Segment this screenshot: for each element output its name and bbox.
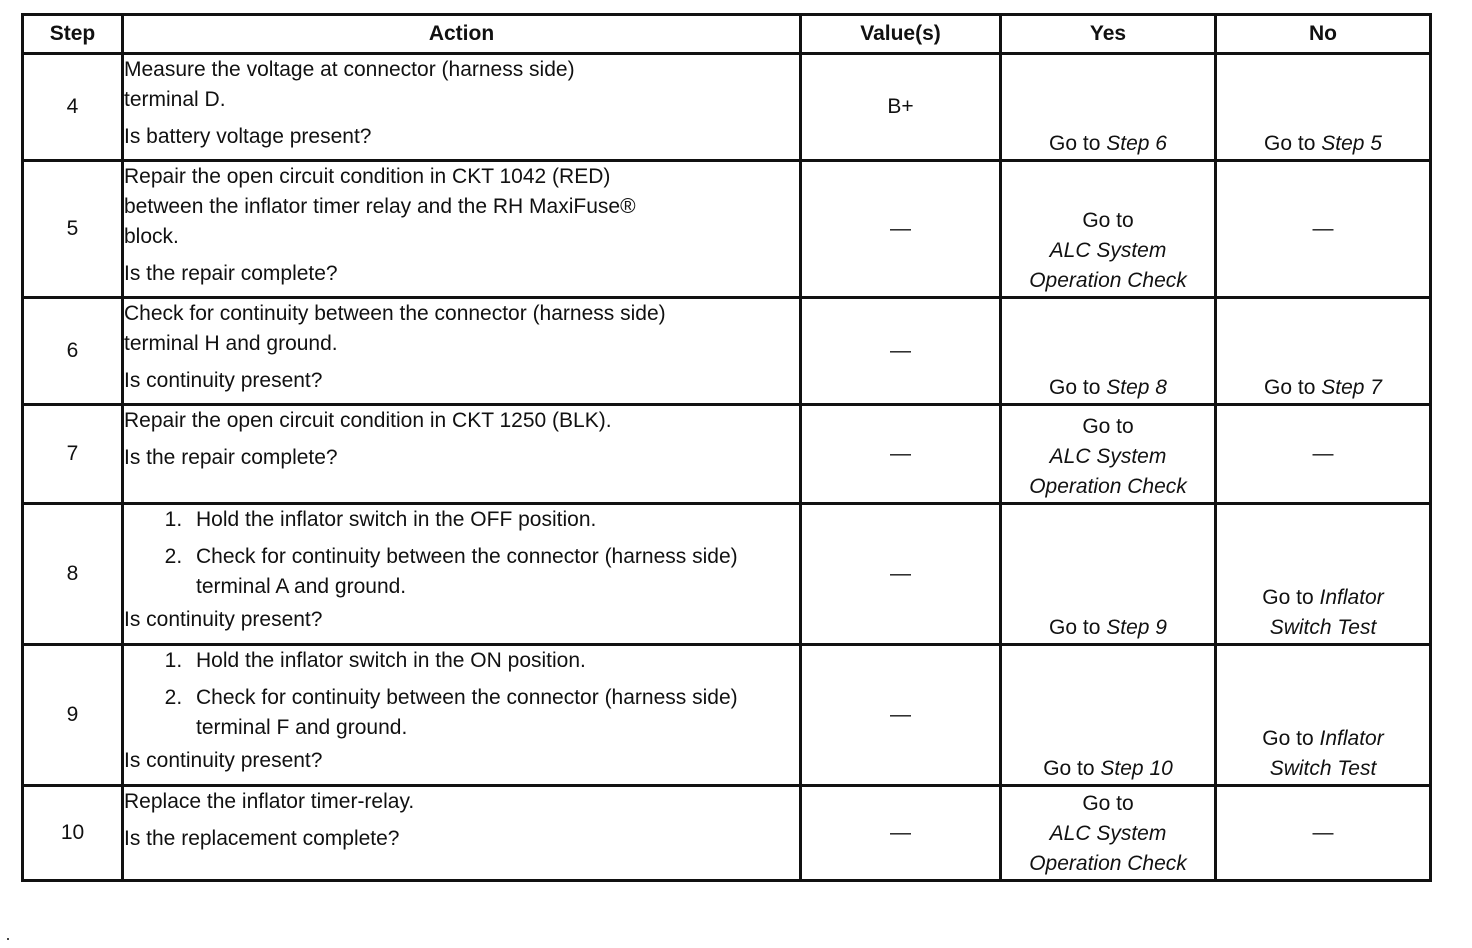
header-values: Value(s)	[801, 15, 1001, 54]
list-item: 1. Hold the inflator switch in the ON position.	[188, 646, 799, 676]
value-cell: —	[801, 161, 1001, 298]
action-question: Is continuity present?	[124, 369, 323, 392]
table-row	[23, 645, 1431, 786]
no-cell: —	[1216, 405, 1431, 504]
step-reference: Step 6	[1106, 132, 1167, 155]
header-action: Action	[123, 15, 801, 54]
value-cell: —	[801, 504, 1001, 645]
procedure-reference: ALC System	[1049, 445, 1167, 468]
action-cell	[123, 54, 801, 161]
step-number: 10	[23, 786, 123, 881]
table-row	[23, 405, 1431, 504]
action-cell	[123, 161, 801, 298]
list-item: 2. Check for continuity between the connector (harness side) terminal A and ground.	[188, 542, 799, 602]
action-cell	[123, 786, 801, 881]
table-row	[23, 786, 1431, 881]
step-reference: Step 10	[1100, 757, 1173, 780]
header-yes: Yes	[1001, 15, 1216, 54]
no-cell: Go to Inflator Switch Test	[1216, 645, 1431, 786]
diagnostic-table	[21, 13, 1432, 882]
list-item: 2. Check for continuity between the connector (harness side) terminal F and ground.	[188, 683, 799, 743]
table-row	[23, 161, 1431, 298]
header-no: No	[1216, 15, 1431, 54]
no-cell: Go to Inflator Switch Test	[1216, 504, 1431, 645]
no-cell: —	[1216, 786, 1431, 881]
step-number: 6	[23, 298, 123, 405]
action-text: Repair the open circuit condition in CKT 1042 (RED) between the inflator timer relay and the RH MaxiFuse® block.	[124, 165, 636, 248]
table-row	[23, 504, 1431, 645]
yes-cell: Go to Step 8	[1001, 298, 1216, 405]
test-reference: Inflator	[1319, 727, 1384, 750]
step-reference: Step 9	[1106, 616, 1167, 639]
action-question: Is continuity present?	[124, 608, 323, 631]
no-cell: Go to Step 5	[1216, 54, 1431, 161]
action-cell	[123, 405, 801, 504]
step-number: 9	[23, 645, 123, 786]
value-cell: —	[801, 405, 1001, 504]
action-question: Is the replacement complete?	[124, 827, 400, 850]
header-step: Step	[23, 15, 123, 54]
table-row	[23, 298, 1431, 405]
step-number: 5	[23, 161, 123, 298]
action-cell	[123, 504, 801, 645]
procedure-reference: ALC System	[1049, 822, 1167, 845]
action-text: Measure the voltage at connector (harness side) terminal D.	[124, 58, 575, 111]
yes-cell: Go to Step 6	[1001, 54, 1216, 161]
value-cell: —	[801, 298, 1001, 405]
action-text: Repair the open circuit condition in CKT 1250 (BLK).	[124, 409, 612, 432]
test-reference: Inflator	[1319, 586, 1384, 609]
procedure-reference: ALC System	[1049, 239, 1167, 262]
value-cell: —	[801, 645, 1001, 786]
table-row	[23, 54, 1431, 161]
step-reference: Step 8	[1106, 376, 1167, 399]
action-question: Is the repair complete?	[124, 446, 338, 469]
action-text: Check for continuity between the connector (harness side) terminal H and ground.	[124, 302, 666, 355]
step-number: 4	[23, 54, 123, 161]
step-number: 7	[23, 405, 123, 504]
action-text: Replace the inflator timer-relay.	[124, 790, 415, 813]
action-cell	[123, 645, 801, 786]
no-cell: Go to Step 7	[1216, 298, 1431, 405]
action-question: Is battery voltage present?	[124, 125, 372, 148]
yes-cell: Go to Step 10	[1001, 645, 1216, 786]
step-number: 8	[23, 504, 123, 645]
value-cell: B+	[801, 54, 1001, 161]
yes-cell: Go to ALC System Operation Check	[1001, 405, 1216, 504]
action-question: Is the repair complete?	[124, 262, 338, 285]
yes-cell: Go to ALC System Operation Check	[1001, 786, 1216, 881]
step-reference: Step 5	[1321, 132, 1382, 155]
no-cell: —	[1216, 161, 1431, 298]
list-item: 1. Hold the inflator switch in the OFF position.	[188, 505, 799, 535]
action-steps-list	[124, 505, 799, 602]
step-reference: Step 7	[1321, 376, 1382, 399]
action-steps-list	[124, 646, 799, 743]
scan-speck	[7, 938, 9, 940]
action-question: Is continuity present?	[124, 749, 323, 772]
yes-cell: Go to ALC System Operation Check	[1001, 161, 1216, 298]
header-row	[23, 15, 1431, 54]
yes-cell: Go to Step 9	[1001, 504, 1216, 645]
value-cell: —	[801, 786, 1001, 881]
action-cell	[123, 298, 801, 405]
